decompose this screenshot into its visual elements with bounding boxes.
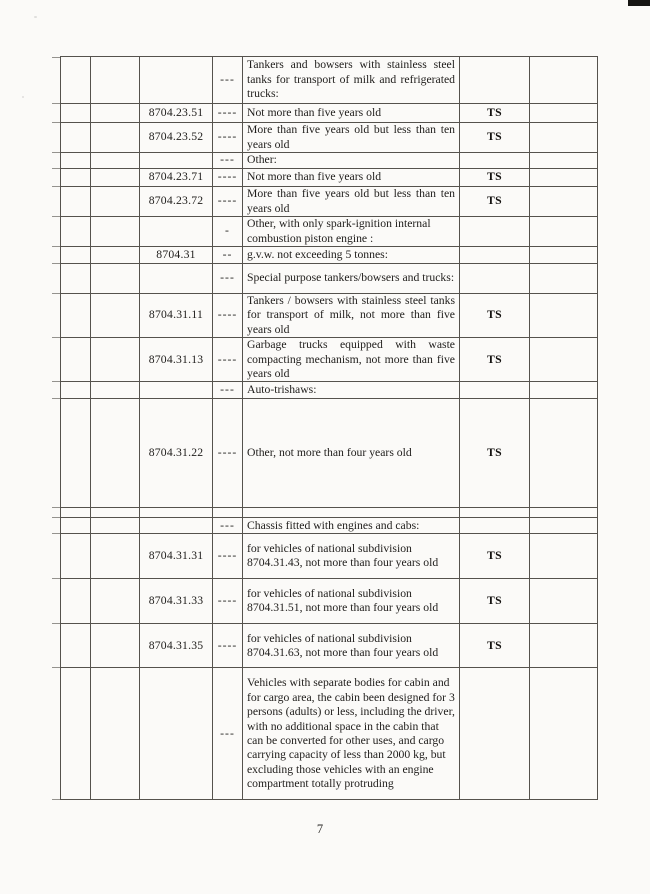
- cell-indent-dashes: ----: [213, 104, 243, 123]
- cell-empty-col2: [91, 518, 140, 534]
- cell-duty-status: [460, 153, 530, 169]
- cell-empty-col1: [61, 518, 91, 534]
- cell-empty-col1: [61, 217, 91, 247]
- table-row: [61, 264, 598, 294]
- cell-duty-status: [460, 508, 530, 518]
- scan-speck: [22, 96, 24, 98]
- scan-line-tick: [52, 578, 61, 579]
- cell-empty-last: [530, 123, 598, 153]
- cell-duty-status: TS: [460, 294, 530, 338]
- cell-empty-col2: [91, 579, 140, 624]
- cell-empty-col2: [91, 187, 140, 217]
- cell-duty-status: TS: [460, 123, 530, 153]
- table-row: [61, 534, 598, 579]
- cell-indent-dashes: --: [213, 247, 243, 264]
- scan-line-tick: [52, 122, 61, 123]
- cell-empty-col1: [61, 624, 91, 668]
- cell-indent-dashes: ----: [213, 169, 243, 187]
- cell-indent-dashes: ---: [213, 518, 243, 534]
- cell-empty-col1: [61, 264, 91, 294]
- cell-duty-status: [460, 518, 530, 534]
- cell-hs-code: [140, 518, 213, 534]
- cell-description: Other, not more than four years old: [243, 399, 460, 508]
- scan-line-tick: [52, 517, 61, 518]
- cell-empty-col2: [91, 153, 140, 169]
- cell-indent-dashes: -: [213, 217, 243, 247]
- table-row: [61, 217, 598, 247]
- cell-hs-code: 8704.31.13: [140, 338, 213, 382]
- cell-indent-dashes: ----: [213, 338, 243, 382]
- table-row: [61, 169, 598, 187]
- cell-description: Vehicles with separate bodies for cabin and for cargo area, the cabin been designed for 3 persons (adults) or less, including the driver, with no additional space in the cabin that can be converted for other uses, and cargo carrying capacity of less than 2000 kg, but excluding those vehicles with an engine compartment totally protruding: [243, 668, 460, 800]
- cell-hs-code: [140, 382, 213, 399]
- cell-empty-last: [530, 518, 598, 534]
- cell-description: Auto-trishaws:: [243, 382, 460, 399]
- scan-line-tick: [52, 103, 61, 104]
- scan-corner-mark: [628, 0, 650, 6]
- cell-empty-last: [530, 508, 598, 518]
- cell-indent-dashes: ----: [213, 187, 243, 217]
- cell-hs-code: 8704.31.31: [140, 534, 213, 579]
- cell-indent-dashes: ----: [213, 579, 243, 624]
- tariff-table-body: [61, 57, 598, 800]
- scan-line-tick: [52, 623, 61, 624]
- cell-duty-status: TS: [460, 579, 530, 624]
- table-row: [61, 668, 598, 800]
- cell-empty-col1: [61, 247, 91, 264]
- table-row: [61, 382, 598, 399]
- cell-empty-col1: [61, 104, 91, 123]
- cell-hs-code: 8704.23.51: [140, 104, 213, 123]
- cell-empty-col1: [61, 579, 91, 624]
- cell-duty-status: TS: [460, 534, 530, 579]
- cell-empty-col1: [61, 338, 91, 382]
- scan-line-tick: [52, 216, 61, 217]
- cell-duty-status: TS: [460, 399, 530, 508]
- scan-line-tick: [52, 381, 61, 382]
- cell-empty-col2: [91, 534, 140, 579]
- cell-empty-last: [530, 294, 598, 338]
- scan-line-tick: [52, 533, 61, 534]
- cell-indent-dashes: ---: [213, 264, 243, 294]
- table-row: [61, 153, 598, 169]
- cell-empty-col1: [61, 169, 91, 187]
- cell-indent-dashes: ----: [213, 294, 243, 338]
- scan-line-tick: [52, 57, 61, 58]
- table-row: [61, 399, 598, 508]
- cell-description: Garbage trucks equipped with waste compacting mechanism, not more than five years old: [243, 338, 460, 382]
- cell-empty-last: [530, 534, 598, 579]
- cell-empty-last: [530, 579, 598, 624]
- cell-description: [243, 508, 460, 518]
- cell-duty-status: [460, 264, 530, 294]
- cell-indent-dashes: ----: [213, 123, 243, 153]
- cell-empty-last: [530, 153, 598, 169]
- cell-empty-col1: [61, 508, 91, 518]
- scan-speck: [34, 16, 37, 18]
- cell-empty-last: [530, 217, 598, 247]
- cell-indent-dashes: ---: [213, 153, 243, 169]
- cell-empty-last: [530, 668, 598, 800]
- cell-empty-col2: [91, 264, 140, 294]
- cell-duty-status: TS: [460, 187, 530, 217]
- scan-line-tick: [52, 263, 61, 264]
- cell-empty-col2: [91, 508, 140, 518]
- cell-description: Not more than five years old: [243, 169, 460, 187]
- cell-duty-status: TS: [460, 169, 530, 187]
- cell-empty-col1: [61, 668, 91, 800]
- cell-duty-status: [460, 668, 530, 800]
- cell-empty-last: [530, 169, 598, 187]
- scan-line-tick: [52, 152, 61, 153]
- cell-description: Other, with only spark-ignition internal combustion piston engine :: [243, 217, 460, 247]
- cell-indent-dashes: ---: [213, 382, 243, 399]
- cell-empty-col1: [61, 534, 91, 579]
- table-row: [61, 57, 598, 104]
- cell-description: Chassis fitted with engines and cabs:: [243, 518, 460, 534]
- cell-empty-last: [530, 264, 598, 294]
- cell-empty-col2: [91, 624, 140, 668]
- table-row: [61, 247, 598, 264]
- cell-indent-dashes: ----: [213, 534, 243, 579]
- scan-line-tick: [52, 168, 61, 169]
- cell-indent-dashes: ----: [213, 399, 243, 508]
- cell-empty-col2: [91, 57, 140, 104]
- cell-empty-col2: [91, 217, 140, 247]
- table-row: [61, 104, 598, 123]
- page-number: 7: [316, 822, 324, 836]
- scan-line-tick: [52, 186, 61, 187]
- cell-description: Tankers and bowsers with stainless steel tanks for transport of milk and refrigerated trucks:: [243, 57, 460, 104]
- scan-line-tick: [52, 799, 61, 800]
- cell-hs-code: [140, 508, 213, 518]
- table-spacer-row: [61, 508, 598, 518]
- cell-indent-dashes: ---: [213, 57, 243, 104]
- cell-description: Not more than five years old: [243, 104, 460, 123]
- cell-hs-code: 8704.31.33: [140, 579, 213, 624]
- scan-line-tick: [52, 667, 61, 668]
- cell-empty-col1: [61, 123, 91, 153]
- cell-hs-code: [140, 217, 213, 247]
- cell-hs-code: 8704.23.72: [140, 187, 213, 217]
- cell-empty-last: [530, 382, 598, 399]
- cell-duty-status: TS: [460, 104, 530, 123]
- cell-hs-code: [140, 153, 213, 169]
- cell-empty-last: [530, 624, 598, 668]
- cell-empty-col1: [61, 153, 91, 169]
- cell-empty-last: [530, 247, 598, 264]
- cell-empty-col2: [91, 399, 140, 508]
- cell-hs-code: 8704.23.71: [140, 169, 213, 187]
- cell-empty-last: [530, 187, 598, 217]
- table-row: [61, 338, 598, 382]
- cell-hs-code: 8704.31: [140, 247, 213, 264]
- tariff-schedule-table: [60, 56, 598, 800]
- cell-empty-col1: [61, 187, 91, 217]
- cell-duty-status: [460, 57, 530, 104]
- cell-indent-dashes: ----: [213, 624, 243, 668]
- cell-empty-last: [530, 399, 598, 508]
- table-row: [61, 123, 598, 153]
- table-row: [61, 518, 598, 534]
- cell-empty-col2: [91, 104, 140, 123]
- table-row: [61, 187, 598, 217]
- scan-line-tick: [52, 337, 61, 338]
- table-row: [61, 294, 598, 338]
- table-row: [61, 579, 598, 624]
- cell-indent-dashes: ---: [213, 668, 243, 800]
- cell-empty-last: [530, 57, 598, 104]
- cell-empty-col2: [91, 382, 140, 399]
- cell-duty-status: [460, 217, 530, 247]
- cell-hs-code: [140, 264, 213, 294]
- cell-indent-dashes: [213, 508, 243, 518]
- cell-duty-status: TS: [460, 624, 530, 668]
- cell-duty-status: TS: [460, 338, 530, 382]
- cell-hs-code: 8704.23.52: [140, 123, 213, 153]
- scan-line-tick: [52, 398, 61, 399]
- cell-empty-col2: [91, 169, 140, 187]
- cell-empty-last: [530, 104, 598, 123]
- cell-empty-col2: [91, 668, 140, 800]
- cell-duty-status: [460, 247, 530, 264]
- cell-hs-code: [140, 57, 213, 104]
- cell-empty-col2: [91, 123, 140, 153]
- cell-empty-col2: [91, 338, 140, 382]
- cell-description: More than five years old but less than ten years old: [243, 123, 460, 153]
- cell-empty-col2: [91, 247, 140, 264]
- cell-empty-col1: [61, 382, 91, 399]
- cell-empty-col1: [61, 57, 91, 104]
- cell-empty-last: [530, 338, 598, 382]
- scan-line-tick: [52, 293, 61, 294]
- cell-description: for vehicles of national subdivision 8704.31.51, not more than four years old: [243, 579, 460, 624]
- cell-description: for vehicles of national subdivision 8704.31.43, not more than four years old: [243, 534, 460, 579]
- cell-hs-code: 8704.31.35: [140, 624, 213, 668]
- cell-description: More than five years old but less than ten years old: [243, 187, 460, 217]
- cell-hs-code: 8704.31.11: [140, 294, 213, 338]
- cell-hs-code: [140, 668, 213, 800]
- scan-line-tick: [52, 246, 61, 247]
- table-row: [61, 624, 598, 668]
- cell-empty-col1: [61, 399, 91, 508]
- cell-description: Special purpose tankers/bowsers and trucks:: [243, 264, 460, 294]
- scan-line-tick: [52, 507, 61, 508]
- cell-description: for vehicles of national subdivision 8704.31.63, not more than four years old: [243, 624, 460, 668]
- cell-description: g.v.w. not exceeding 5 tonnes:: [243, 247, 460, 264]
- cell-hs-code: 8704.31.22: [140, 399, 213, 508]
- cell-duty-status: [460, 382, 530, 399]
- cell-description: Other:: [243, 153, 460, 169]
- cell-description: Tankers / bowsers with stainless steel tanks for transport of milk, not more than five years old: [243, 294, 460, 338]
- cell-empty-col1: [61, 294, 91, 338]
- cell-empty-col2: [91, 294, 140, 338]
